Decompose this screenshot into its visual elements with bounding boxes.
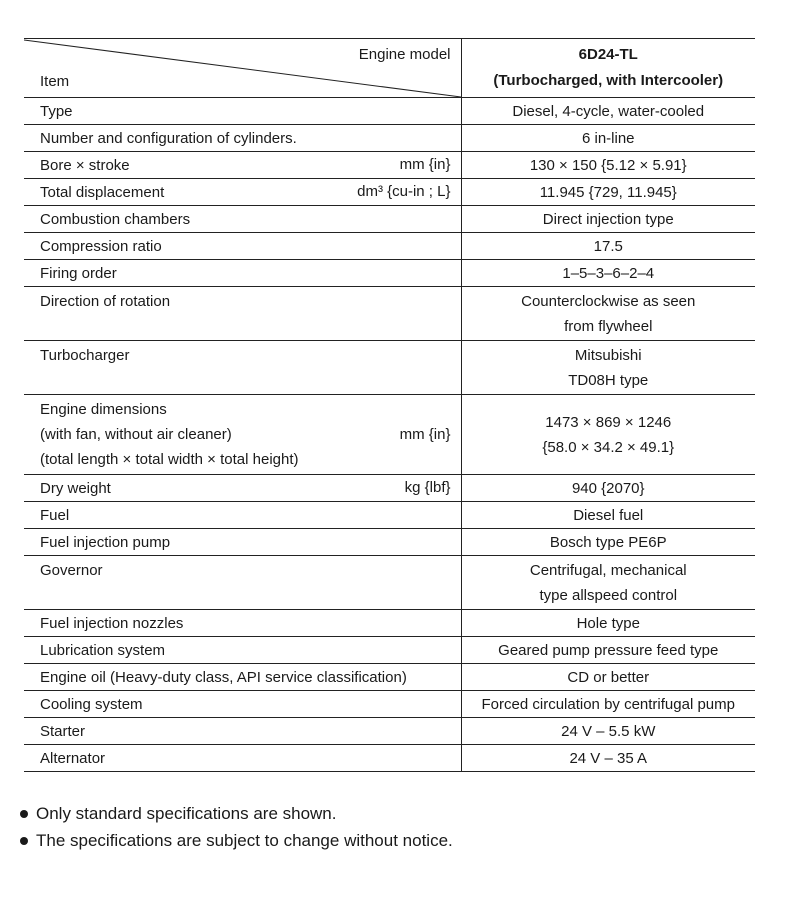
- spec-value-line: {58.0 × 34.2 × 49.1}: [542, 438, 675, 456]
- spec-value: 130 × 150 {5.12 × 5.91}: [461, 152, 755, 179]
- table-row: [24, 395, 755, 475]
- table-row: [24, 287, 755, 341]
- spec-item-label: Fuel injection pump: [24, 529, 461, 556]
- spec-item-label: Turbocharger: [24, 341, 461, 395]
- spec-value: 24 V – 35 A: [461, 745, 755, 772]
- model-name: 6D24-TL: [578, 46, 638, 63]
- spec-item-cell: [24, 395, 461, 475]
- spec-value-line: Counterclockwise as seen: [521, 293, 696, 310]
- spec-item-label: Lubrication system: [24, 637, 461, 664]
- bullet-icon: [20, 837, 28, 845]
- spec-value: Direct injection type: [461, 206, 755, 233]
- table-row: [24, 691, 755, 718]
- header-model-cell: [461, 39, 755, 98]
- spec-item-label: Bore × stroke: [40, 156, 130, 174]
- spec-value: Bosch type PE6P: [461, 529, 755, 556]
- spec-value: 17.5: [461, 233, 755, 260]
- table-row: [24, 610, 755, 637]
- spec-item-cell: [24, 179, 461, 206]
- spec-item-label: Combustion chambers: [24, 206, 461, 233]
- table-row: [24, 475, 755, 502]
- spec-item-label: Governor: [24, 556, 461, 610]
- table-row: [24, 745, 755, 772]
- spec-item-label: Engine dimensions: [40, 401, 167, 418]
- spec-item-label: (total length × total width × total height): [40, 451, 299, 468]
- spec-item-label: Number and configuration of cylinders.: [24, 125, 461, 152]
- table-row: [24, 637, 755, 664]
- spec-value: 940 {2070}: [461, 475, 755, 502]
- spec-value-cell: [461, 341, 755, 395]
- spec-unit: mm {in}: [399, 426, 451, 443]
- table-row: [24, 664, 755, 691]
- spec-value: 6 in-line: [461, 125, 755, 152]
- spec-item-label: Alternator: [24, 745, 461, 772]
- table-header-row: [24, 39, 755, 98]
- spec-unit: kg {lbf}: [404, 479, 451, 496]
- table-row: [24, 260, 755, 287]
- table-row: [24, 718, 755, 745]
- spec-value-line: TD08H type: [568, 372, 649, 389]
- spec-value-cell: [461, 556, 755, 610]
- item-column-label: Item: [40, 73, 70, 90]
- table-row: [24, 529, 755, 556]
- spec-value: 24 V – 5.5 kW: [461, 718, 755, 745]
- spec-value-cell: [461, 287, 755, 341]
- table-row: [24, 98, 755, 125]
- table-row: [24, 556, 755, 610]
- spec-value: Forced circulation by centrifugal pump: [461, 691, 755, 718]
- spec-item-label: Fuel: [24, 502, 461, 529]
- spec-value: Hole type: [461, 610, 755, 637]
- spec-item-label: Cooling system: [24, 691, 461, 718]
- model-variant: (Turbocharged, with Intercooler): [493, 72, 724, 89]
- spec-value-line: Centrifugal, mechanical: [529, 562, 687, 579]
- spec-unit: mm {in}: [399, 156, 451, 173]
- spec-item-label: Compression ratio: [24, 233, 461, 260]
- table-row: [24, 152, 755, 179]
- footnote-text: Only standard specifications are shown.: [36, 804, 337, 823]
- spec-value: Geared pump pressure feed type: [461, 637, 755, 664]
- footnote-item: [20, 827, 453, 854]
- spec-item-label: Direction of rotation: [24, 287, 461, 341]
- spec-item-cell: [24, 152, 461, 179]
- table-row: [24, 502, 755, 529]
- spec-item-label: Type: [24, 98, 461, 125]
- engine-model-label: Engine model: [358, 46, 451, 63]
- spec-item-cell: [24, 475, 461, 502]
- table-row: [24, 125, 755, 152]
- bullet-icon: [20, 810, 28, 818]
- spec-value-line: 1473 × 869 × 1246: [545, 413, 672, 431]
- spec-item-label: Dry weight: [40, 479, 111, 497]
- table-row: [24, 206, 755, 233]
- spec-item-label: Starter: [24, 718, 461, 745]
- spec-value-line: type allspeed control: [539, 587, 678, 604]
- spec-value-cell: [461, 395, 755, 475]
- header-item-cell: [24, 39, 461, 98]
- spec-item-label: (with fan, without air cleaner): [40, 426, 232, 443]
- footnote-item: [20, 800, 453, 827]
- spec-value: Diesel fuel: [461, 502, 755, 529]
- table-row: [24, 233, 755, 260]
- spec-item-label: Engine oil (Heavy-duty class, API service classification): [24, 664, 461, 691]
- spec-value: Diesel, 4-cycle, water-cooled: [461, 98, 755, 125]
- footnotes: [20, 800, 453, 854]
- spec-value-line: Mitsubishi: [574, 347, 642, 364]
- footnote-text: The specifications are subject to change without notice.: [36, 831, 453, 850]
- engine-spec-table: [24, 38, 755, 772]
- table-row: [24, 341, 755, 395]
- spec-value: 1–5–3–6–2–4: [461, 260, 755, 287]
- spec-item-label: Firing order: [24, 260, 461, 287]
- spec-value: CD or better: [461, 664, 755, 691]
- spec-item-label: Total displacement: [40, 183, 165, 201]
- spec-value: 11.945 {729, 11.945}: [461, 179, 755, 206]
- table-row: [24, 179, 755, 206]
- spec-item-label: Fuel injection nozzles: [24, 610, 461, 637]
- spec-unit: dm³ {cu-in ; L}: [357, 183, 451, 200]
- spec-value-line: from flywheel: [564, 318, 653, 335]
